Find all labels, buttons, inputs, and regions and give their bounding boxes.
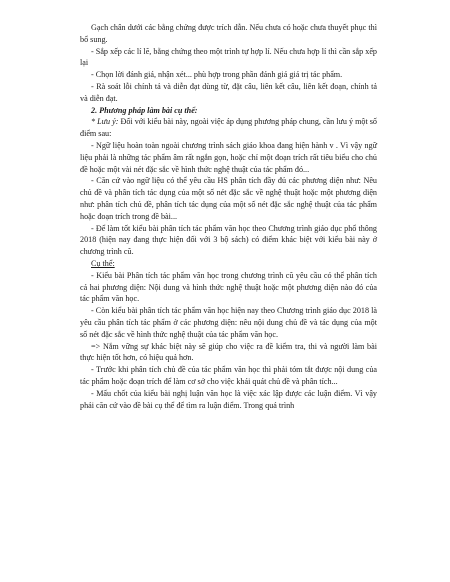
paragraph-1: Gạch chân dưới các bằng chứng được trích dẫn. Nếu chưa có hoặc chưa thuyết phục thì bổ sung. xyxy=(80,23,377,44)
paragraph-10: - Kiểu bài Phân tích tác phẩm văn học trong chương trình cũ yêu cầu có thể phân tích cả hai phương diện: Nội dung và hình thức nghệ thuật hoặc một phương diện nào đó của tác phẩm văn học. xyxy=(80,270,377,304)
paragraph-12: => Nắm vững sự khác biệt này sẽ giúp cho việc ra đề kiểm tra, thi và người làm bài thực hiện tốt hơn, có hiệu quả hơn. xyxy=(80,341,377,363)
paragraph-11: - Còn kiểu bài phân tích tác phẩm văn học hiện nay theo Chương trình giáo dục 2018 là yêu cầu phân tích tác phẩm ở các phương diện: nêu nội dung chủ đề và tác dụng của một số nét đặc sắc về hình thức nghệ thuật của tác phẩm văn học. xyxy=(80,306,377,339)
paragraph-7: - Căn cứ vào ngữ liệu có thể yêu cầu HS phân tích đầy đủ các phương diện như: Nêu chủ đề và phân tích tác dụng của một số nét đặc sắc về nghệ thuật hoặc một phương diện như: phân tích chủ đề, phân tích tác dụng của một số nét đặc sắc nghệ thuật của tác phẩm hoặc đoạn trích trong đề bài... xyxy=(80,176,377,221)
paragraph-4: - Rà soát lỗi chính tả và diễn đạt dùng từ, đặt câu, liên kết câu, liên kết đoạn, chính tả và diễn đạt. xyxy=(80,81,377,103)
paragraph-8: - Để làm tốt kiểu bài phân tích tác phẩm văn học theo Chương trình giáo dục phổ thông 2018 (hiện nay đang thực hiện đối với 3 bộ sách) có điểm khác biệt với kiểu bài này ở chương trình cũ. xyxy=(80,223,377,257)
paragraph-13: - Trước khi phân tích chủ đề của tác phẩm văn học thì phải tóm tắt được nội dung của tác phẩm hoặc đoạn trích để làm cơ sở cho việc khái quát chủ đề và phân tích... xyxy=(80,365,377,386)
paragraph-6: - Ngữ liệu hoàn toàn ngoài chương trình sách giáo khoa đang hiện hành v . Vì vậy ngữ liệu phải là những tác phẩm âm rất ngắn gọn, hoặc chỉ một đoạn trích rất tiêu biểu cho chủ đề hoặc một vài nét đặc sắc về hình thức nghệ thuật của tác phẩm đó... xyxy=(80,140,377,174)
paragraph-3: - Chọn lời đánh giá, nhận xét... phù hợp trong phần đánh giá giá trị tác phẩm. xyxy=(91,70,343,80)
note-label: * Lưu ý: xyxy=(91,117,119,127)
subheading-cu-the xyxy=(80,258,377,270)
paragraph-2: - Sắp xếp các lí lẽ, bằng chứng theo một trình tự hợp lí. Nếu chưa hợp lí thì cần sắp xếp lại xyxy=(80,46,377,68)
paragraph-14: - Mấu chốt của kiểu bài nghị luận văn học là việc xác lập được các luận điểm. Vì vậy phải căn cứ vào đề bài cụ thể để tìm ra luận điểm. Trong quá trình xyxy=(80,388,377,410)
note-paragraph xyxy=(80,116,377,140)
note-text: Đối với kiểu bài này, ngoài việc áp dụng phương pháp chung, cần lưu ý một số điểm sau: xyxy=(80,117,377,139)
underlined-label: Cụ thể: xyxy=(91,258,115,268)
section-heading: 2. Phương pháp làm bài cụ thể: xyxy=(91,105,198,115)
